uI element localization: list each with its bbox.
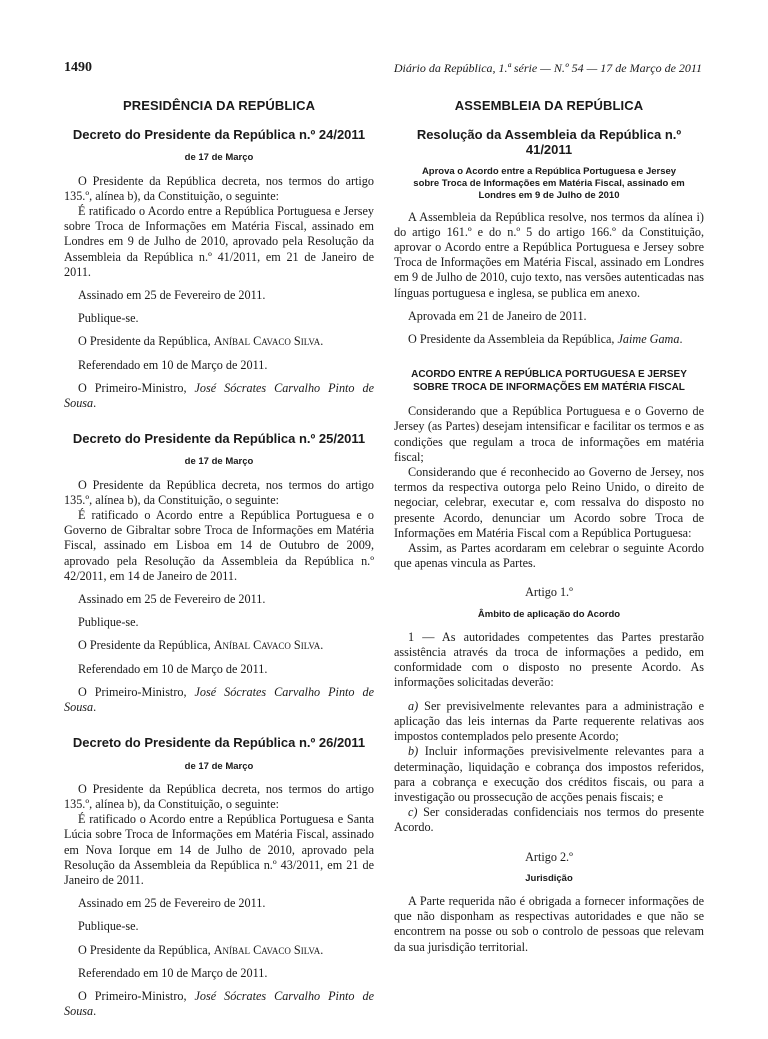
article-1-subtitle: Âmbito de aplicação do Acordo	[477, 608, 621, 620]
decree-pm-signature: O Primeiro-Ministro, José Sócrates Carvalho Pinto de Sousa.	[64, 684, 374, 715]
decree-26-2011	[64, 735, 374, 1019]
decree-countersigned: Referendado em 10 de Março de 2011.	[78, 661, 268, 676]
journal-reference: Diário da República, 1.ª série — N.º 54 — 17 de Março de 2011	[393, 61, 702, 75]
speaker-signature: O Presidente da Assembleia da República, Jaime Gama.	[408, 332, 683, 347]
decree-body: É ratificado o Acordo entre a República Portuguesa e o Governo de Gibraltar sobre Troca de Informações em Matéria Fiscal, assinado em Lisboa em 14 de Outubro de 2009, aprovado pela Resolução da Assembleia da República n.º 42/2011, em 14 de Janeiro de 2011.	[64, 508, 374, 583]
decree-pm-signature: O Primeiro-Ministro, José Sócrates Carvalho Pinto de Sousa.	[64, 988, 374, 1019]
left-column	[64, 96, 374, 1039]
agreement-preamble-1: Considerando que a República Portuguesa e o Governo de Jersey (as Partes) desejam intensificar e facilitar os termos e as condições que regulam a troca de informações em matéria fiscal;	[394, 404, 704, 464]
item-b-text: Incluir informações previsivelmente relevantes para a determinação, liquidação e cobrança dos impostos referidos, para a cobrança e execução dos créditos fiscais, ou para a investigação ou prossecução de acções penais fiscais; e	[394, 744, 704, 804]
item-b-label: b)	[408, 744, 419, 759]
president-name: Aníbal Cavaco Silva	[213, 942, 321, 957]
speaker-name: Jaime Gama	[617, 332, 680, 347]
decree-24-2011	[64, 127, 374, 411]
decree-body: É ratificado o Acordo entre a República Portuguesa e Jersey sobre Troca de Informações em Matéria Fiscal, assinado em Londres em 9 de Julho de 2010, aprovado pela Resolução da Assembleia da República n.º 41/2011, em 21 de Janeiro de 2011.	[64, 204, 374, 279]
president-name: Aníbal Cavaco Silva	[213, 334, 321, 349]
article-1-item-b	[394, 744, 704, 805]
article-2-paragraph-1: A Parte requerida não é obrigada a fornecer informações de que não disponham as respectivas autoridades e que não se encontrem na posse ou sob o controlo de pessoas que relevam da sua jurisdição territorial.	[394, 893, 704, 954]
decree-25-2011	[64, 431, 374, 715]
decree-title: Decreto do Presidente da República n.º 26/2011	[72, 735, 366, 751]
decree-pm-signature: O Primeiro-Ministro, José Sócrates Carvalho Pinto de Sousa.	[64, 380, 374, 411]
section-title-assembly: ASSEMBLEIA DA REPÚBLICA	[454, 98, 644, 113]
resolution-title: Resolução da Assembleia da República n.º 41/2011	[416, 127, 682, 158]
item-c-text: Ser consideradas confidenciais nos termos do presente Acordo.	[394, 805, 704, 835]
pm-prefix: O Primeiro-Ministro,	[78, 684, 195, 699]
pm-prefix: O Primeiro-Ministro,	[78, 380, 195, 395]
article-1-paragraph-1: 1 — As autoridades competentes das Partes prestarão assistência através da troca de informações a pedido, em conformidade com o disposto no presente Acordo. As informações solicitadas deverão:	[394, 629, 704, 690]
article-2-title: Artigo 2.º	[525, 849, 573, 864]
agreement-preamble-2: Considerando que é reconhecido ao Governo de Jersey, nos termos da respectiva outorga pelo Reino Unido, o direito de negociar, celebrar, executar e, com ressalva do disposto no presente Acordo, denunciar um Acordo sobre Troca de Informações em Matéria Fiscal com a República Portuguesa:	[394, 465, 704, 540]
speaker-prefix: O Presidente da Assembleia da República,	[408, 332, 618, 347]
pm-name: José Sócrates Carvalho Pinto de Sousa	[64, 988, 374, 1019]
decree-intro: O Presidente da República decreta, nos termos do artigo 135.º, alínea b), da Constituição, o seguinte:	[64, 781, 374, 811]
pm-name: José Sócrates Carvalho Pinto de Sousa	[64, 684, 374, 715]
decree-publish: Publique-se.	[78, 615, 139, 630]
section-title-presidency: PRESIDÊNCIA DA REPÚBLICA	[122, 98, 316, 113]
resolution-subtitle: Aprova o Acordo entre a República Portuguesa e Jersey sobre Troca de Informações em Matéria Fiscal, assinado em Londres em 9 de Julho de 2010	[413, 165, 685, 201]
resolution-body: A Assembleia da República resolve, nos termos da alínea i) do artigo 161.º e do n.º 5 do artigo 166.º da Constituição, aprovar o Acordo entre a República Portuguesa e Jersey sobre Troca de Informações em Matéria Fiscal, assinado em Londres em 9 de Julho de 2010, cujo texto, nas versões autenticadas nas línguas portuguesa e inglesa, se publica em anexo.	[394, 209, 704, 300]
decree-signed: Assinado em 25 de Fevereiro de 2011.	[78, 288, 266, 303]
decree-publish: Publique-se.	[78, 919, 139, 934]
decree-president-signature: O Presidente da República, Aníbal Cavaco Silva.	[78, 334, 324, 349]
article-1-title: Artigo 1.º	[525, 585, 573, 600]
decree-countersigned: Referendado em 10 de Março de 2011.	[78, 965, 268, 980]
right-column	[394, 96, 704, 955]
agreement-preamble-3: Assim, as Partes acordaram em celebrar o seguinte Acordo que apenas vincula as Partes.	[394, 541, 704, 571]
decree-countersigned: Referendado em 10 de Março de 2011.	[78, 357, 268, 372]
decree-date: de 17 de Março	[184, 760, 254, 772]
page-number: 1490	[64, 60, 92, 75]
article-1-item-c	[394, 805, 704, 835]
decree-intro: O Presidente da República decreta, nos termos do artigo 135.º, alínea b), da Constituição, o seguinte:	[64, 477, 374, 507]
decree-date: de 17 de Março	[184, 456, 254, 468]
decree-publish: Publique-se.	[78, 311, 139, 326]
decree-body: É ratificado o Acordo entre a República Portuguesa e Santa Lúcia sobre Troca de Informações em Matéria Fiscal, assinado em Nova Iorque em 14 de Julho de 2010, aprovado pela Resolução da Assembleia da República n.º 43/2011, em 21 de Janeiro de 2011.	[64, 812, 374, 887]
item-a-label: a)	[408, 698, 419, 713]
resolution-approved: Aprovada em 21 de Janeiro de 2011.	[408, 308, 587, 323]
president-name: Aníbal Cavaco Silva	[213, 638, 321, 653]
decree-signed: Assinado em 25 de Fevereiro de 2011.	[78, 896, 266, 911]
decree-title: Decreto do Presidente da República n.º 24/2011	[72, 127, 366, 143]
decree-signed: Assinado em 25 de Fevereiro de 2011.	[78, 592, 266, 607]
pm-name: José Sócrates Carvalho Pinto de Sousa	[64, 380, 374, 411]
item-a-text: Ser previsivelmente relevantes para a administração e aplicação das leis internas da Parte requerente relativas aos impostos contemplados pelo presente Acordo;	[394, 698, 704, 744]
decree-date: de 17 de Março	[184, 152, 254, 164]
decree-president-signature: O Presidente da República, Aníbal Cavaco Silva.	[78, 942, 324, 957]
article-2-subtitle: Jurisdição	[525, 872, 573, 884]
article-1-item-a	[394, 699, 704, 745]
pm-prefix: O Primeiro-Ministro,	[78, 988, 195, 1003]
decree-president-signature: O Presidente da República, Aníbal Cavaco Silva.	[78, 638, 324, 653]
page-header	[64, 60, 702, 78]
president-prefix: O Presidente da República,	[78, 942, 214, 957]
president-prefix: O Presidente da República,	[78, 638, 214, 653]
president-prefix: O Presidente da República,	[78, 334, 214, 349]
decree-title: Decreto do Presidente da República n.º 25/2011	[72, 431, 366, 447]
decree-intro: O Presidente da República decreta, nos termos do artigo 135.º, alínea b), da Constituição, o seguinte:	[64, 173, 374, 203]
item-c-label: c)	[408, 805, 418, 820]
agreement-title: ACORDO ENTRE A REPÚBLICA PORTUGUESA E JERSEY SOBRE TROCA DE INFORMAÇÕES EM MATÉRIA FISCAL	[411, 369, 687, 393]
